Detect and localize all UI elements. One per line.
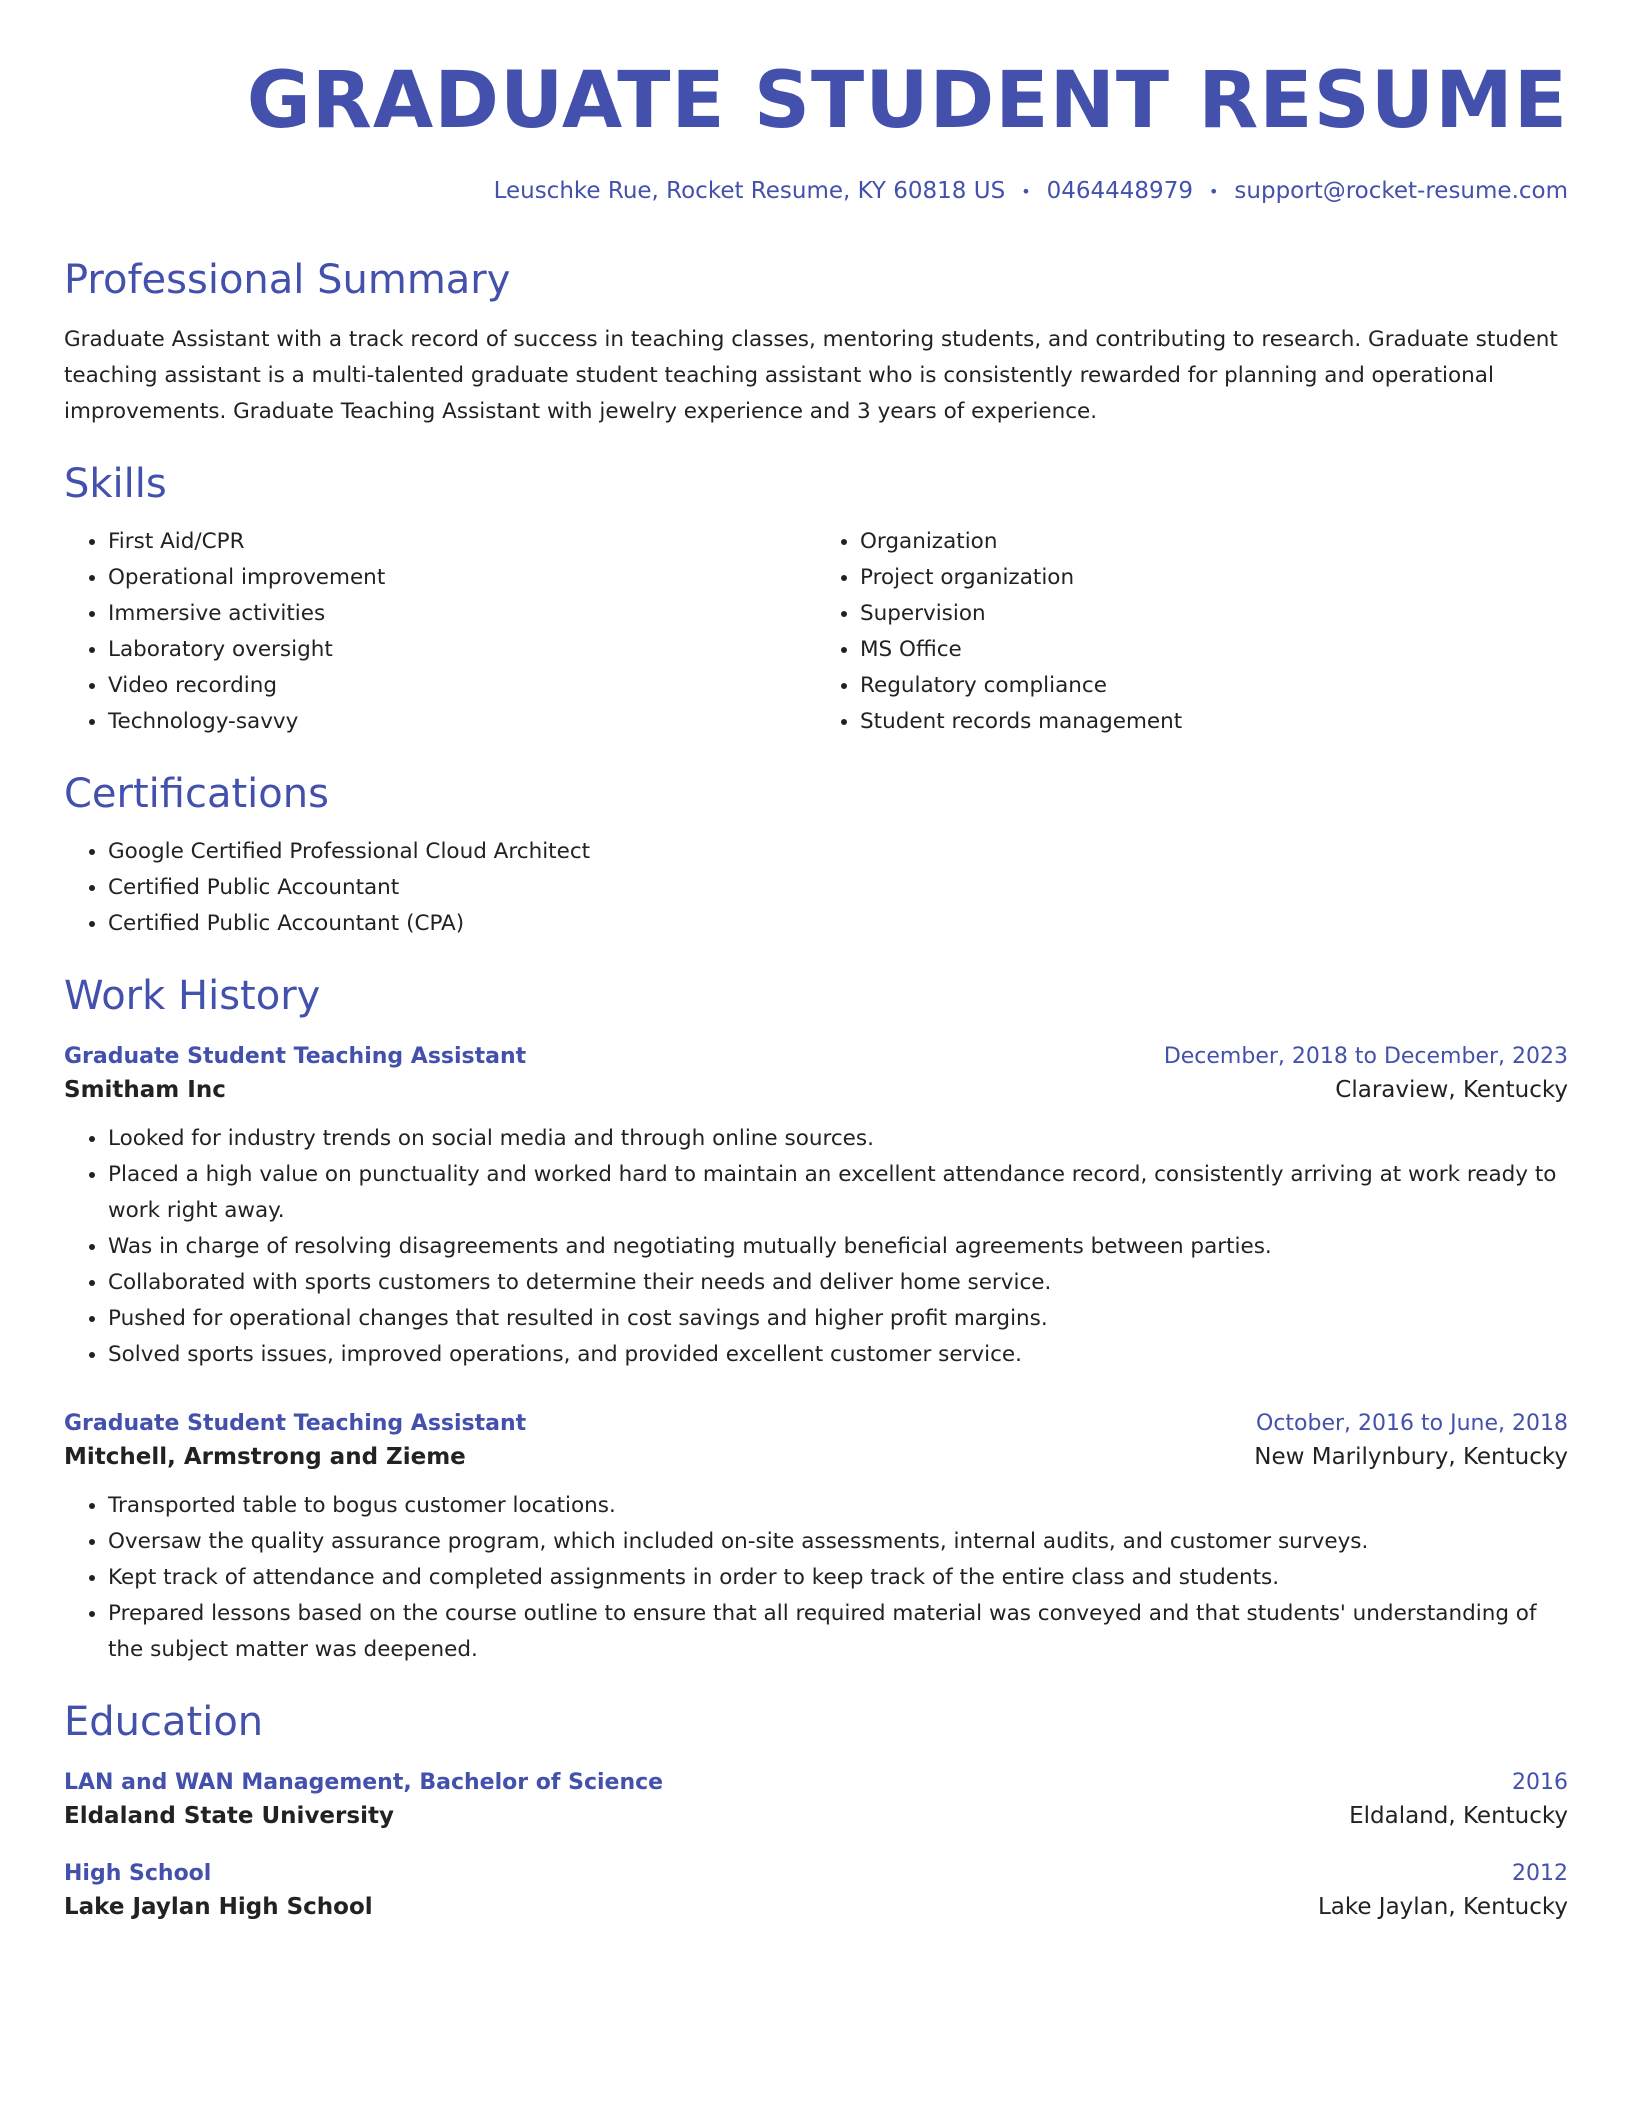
skill-item: • Regulatory compliance [860,668,1568,704]
summary-heading: Professional Summary [64,257,511,303]
contact-separator: • [1208,182,1219,201]
job-bullet: • Kept track of attendance and completed assignments in order to keep track of the entire class and students. [108,1560,1568,1596]
job-location: Claraview, Kentucky [1335,1077,1568,1103]
contact-email[interactable]: support@rocket-resume.com [1234,178,1568,204]
education-degree: High School [64,1861,212,1886]
job-dates: December, 2018 to December, 2023 [1163,1044,1568,1069]
job-bullet: • Was in charge of resolving disagreements and negotiating mutually beneficial agreements between parties. [108,1229,1568,1265]
job-entry [64,1044,1568,1373]
job-company-row [64,1436,1568,1470]
job-bullet: • Looked for industry trends on social media and through online sources. [108,1121,1568,1157]
contact-separator: • [1021,182,1031,201]
education-year: 2012 [1512,1861,1568,1886]
skills-list-right [816,524,1568,740]
job-title: Graduate Student Teaching Assistant [64,1411,527,1436]
job-location: New Marilynbury, Kentucky [1254,1444,1568,1470]
skill-item: • First Aid/CPR [108,524,816,560]
education-header-row [64,1770,1568,1795]
certification-item: • Google Certified Professional Cloud Architect [108,834,1568,870]
job-bullets [64,1121,1568,1373]
education-heading: Education [64,1699,264,1745]
education-degree: LAN and WAN Management, Bachelor of Science [64,1770,664,1795]
job-bullet: • Prepared lessons based on the course outline to ensure that all required material was conveyed and that students' understanding of the subject matter was deepened. [108,1596,1568,1668]
skills-grid [64,524,1568,740]
job-company: Mitchell, Armstrong and Zieme [64,1444,466,1470]
contact-address: Leuschke Rue, Rocket Resume, KY 60818 US [493,178,1006,204]
skill-item: • Laboratory oversight [108,632,816,668]
skills-section [64,460,1568,740]
job-bullet: • Collaborated with sports customers to determine their needs and deliver home service. [108,1265,1568,1301]
skill-item: • Supervision [860,596,1568,632]
certifications-list [64,834,1568,942]
work-history-section [64,972,1568,1668]
certifications-section [64,770,1568,942]
skill-item: • Project organization [860,560,1568,596]
job-company: Smitham Inc [64,1077,226,1103]
resume-title: GRADUATE STUDENT RESUME [246,56,1568,146]
skill-item: • Technology-savvy [108,704,816,740]
education-location: Lake Jaylan, Kentucky [1317,1894,1568,1920]
job-company-row [64,1069,1568,1103]
certifications-heading: Certifications [64,771,329,817]
summary-section [64,256,1568,430]
certification-item: • Certified Public Accountant [108,870,1568,906]
skill-item: • Organization [860,524,1568,560]
skill-item: • Operational improvement [108,560,816,596]
contact-phone: 0464448979 [1046,178,1193,204]
skill-item: • Video recording [108,668,816,704]
education-entry [64,1861,1568,1920]
skill-item: • MS Office [860,632,1568,668]
contact-line [64,178,1568,204]
job-title: Graduate Student Teaching Assistant [64,1044,527,1069]
certification-item: • Certified Public Accountant (CPA) [108,906,1568,942]
job-header-row [64,1044,1568,1069]
education-entry [64,1770,1568,1829]
job-bullet: • Transported table to bogus customer locations. [108,1488,1568,1524]
education-school-row [64,1886,1568,1920]
education-location: Eldaland, Kentucky [1349,1803,1568,1829]
job-bullet: • Oversaw the quality assurance program, which included on-site assessments, internal audits, and customer surveys. [108,1524,1568,1560]
education-header-row [64,1861,1568,1886]
education-year: 2016 [1512,1770,1568,1795]
education-section [64,1698,1568,1920]
job-entry [64,1411,1568,1668]
job-header-row [64,1411,1568,1436]
job-dates: October, 2016 to June, 2018 [1256,1411,1568,1436]
skill-item: • Immersive activities [108,596,816,632]
job-bullets [64,1488,1568,1668]
job-bullet: • Placed a high value on punctuality and worked hard to maintain an excellent attendance record, consistently arriving at work ready to work right away. [108,1157,1568,1229]
job-bullet: • Solved sports issues, improved operations, and provided excellent customer service. [108,1337,1568,1373]
job-bullet: • Pushed for operational changes that resulted in cost savings and higher profit margins. [108,1301,1568,1337]
skills-heading: Skills [64,461,167,507]
skills-list-left [64,524,816,740]
education-school-row [64,1795,1568,1829]
skill-item: • Student records management [860,704,1568,740]
education-school: Eldaland State University [64,1803,394,1829]
summary-text: Graduate Assistant with a track record of success in teaching classes, mentoring students, and contributing to research. Graduate student teaching assistant is a multi-talented graduate student teaching assistant who is consistently rewarded for planning and operational improvements. Graduate Teaching Assistant with jewelry experience and 3 years of experience. [64,327,1558,424]
work-history-heading: Work History [64,973,321,1019]
education-school: Lake Jaylan High School [64,1894,373,1920]
